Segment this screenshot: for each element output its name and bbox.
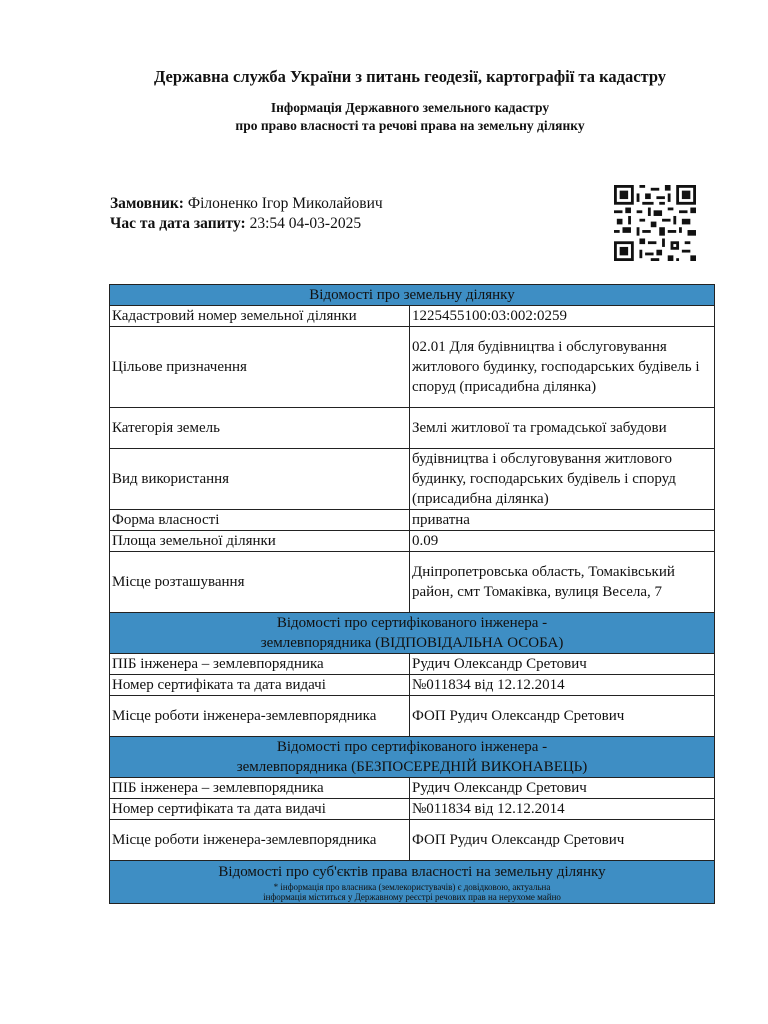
row-label: ПІБ інженера – землевпорядника [110,654,410,675]
row-label: ПІБ інженера – землевпорядника [110,778,410,799]
request-time-line [110,214,361,234]
section-title-line-2: землевпорядника (ВІДПОВІДАЛЬНА ОСОБА) [260,635,564,651]
table-row [110,820,715,861]
owners-note-line-2: інформація міститься у Державному реєстрі речових прав на нерухоме майно [263,892,561,902]
row-value: будівництва і обслуговування житлового будинку, господарських будівель і споруд (присадибна ділянка) [410,449,715,510]
row-label: Кадастровий номер земельної ділянки [110,306,410,327]
request-time-label: Час та дата запиту: [110,215,246,232]
section-header-engineer-responsible [110,613,715,654]
row-label: Номер сертифіката та дата видачі [110,799,410,820]
row-label: Місце розташування [110,552,410,613]
row-value: 02.01 Для будівництва і обслуговування житлового будинку, господарських будівель і споруд (присадибна ділянка) [410,327,715,408]
table-row [110,778,715,799]
row-value: Рудич Олександр Сретович [410,654,715,675]
section-title-line-2: землевпорядника (БЕЗПОСЕРЕДНІЙ ВИКОНАВЕЦЬ) [236,759,588,775]
subtitle-line-1: Інформація Державного земельного кадастру [270,100,550,115]
section-title-line-1: Відомості про сертифікованого інженера - [276,739,548,755]
row-label: Цільове призначення [110,327,410,408]
row-value: ФОП Рудич Олександр Сретович [410,820,715,861]
owners-note-line-1: * інформація про власника (землекористувачів) є довідковою, актуальна [273,882,551,892]
row-label: Номер сертифіката та дата видачі [110,675,410,696]
section-header-owners [110,861,715,904]
table-row [110,306,715,327]
customer-line [110,194,383,214]
row-value: Дніпропетровська область, Томаківський район, смт Томаківка, вулиця Весела, 7 [410,552,715,613]
table-row [110,531,715,552]
customer-label: Замовник: [110,195,184,212]
row-value: приватна [410,510,715,531]
table-row [110,799,715,820]
table-row [110,408,715,449]
section-header-parcel [110,285,715,306]
row-value: Землі житлової та громадської забудови [410,408,715,449]
request-time-value: 23:54 04-03-2025 [249,215,362,232]
section-header-engineer-executor [110,737,715,778]
customer-value: Філоненко Ігор Миколайович [187,195,383,212]
table-row [110,552,715,613]
table-row [110,675,715,696]
table-row [110,510,715,531]
row-label: Вид використання [110,449,410,510]
row-value: №011834 від 12.12.2014 [410,799,715,820]
row-label: Категорія земель [110,408,410,449]
table-row [110,327,715,408]
section-title [110,861,715,904]
qr-code-icon [614,185,696,261]
section-title: Відомості про земельну ділянку [110,285,715,306]
row-label: Місце роботи інженера-землевпорядника [110,820,410,861]
cadastre-info-table [109,284,715,904]
section-title [110,737,715,778]
document-subtitle [0,99,768,135]
table-row [110,696,715,737]
row-value: №011834 від 12.12.2014 [410,675,715,696]
row-value: Рудич Олександр Сретович [410,778,715,799]
agency-title: Державна служба України з питань геодезії, картографії та кадастру [153,67,667,86]
subtitle-line-2: про право власності та речові права на земельну ділянку [235,118,585,133]
row-label: Місце роботи інженера-землевпорядника [110,696,410,737]
row-value: 1225455100:03:002:0259 [410,306,715,327]
table-row [110,449,715,510]
table-row [110,654,715,675]
row-label: Форма власності [110,510,410,531]
section-title [110,613,715,654]
row-value: ФОП Рудич Олександр Сретович [410,696,715,737]
section-title-line-1: Відомості про сертифікованого інженера - [276,615,548,631]
owners-section-title: Відомості про суб'єктів права власності на земельну ділянку [218,864,606,880]
row-label: Площа земельної ділянки [110,531,410,552]
row-value: 0.09 [410,531,715,552]
